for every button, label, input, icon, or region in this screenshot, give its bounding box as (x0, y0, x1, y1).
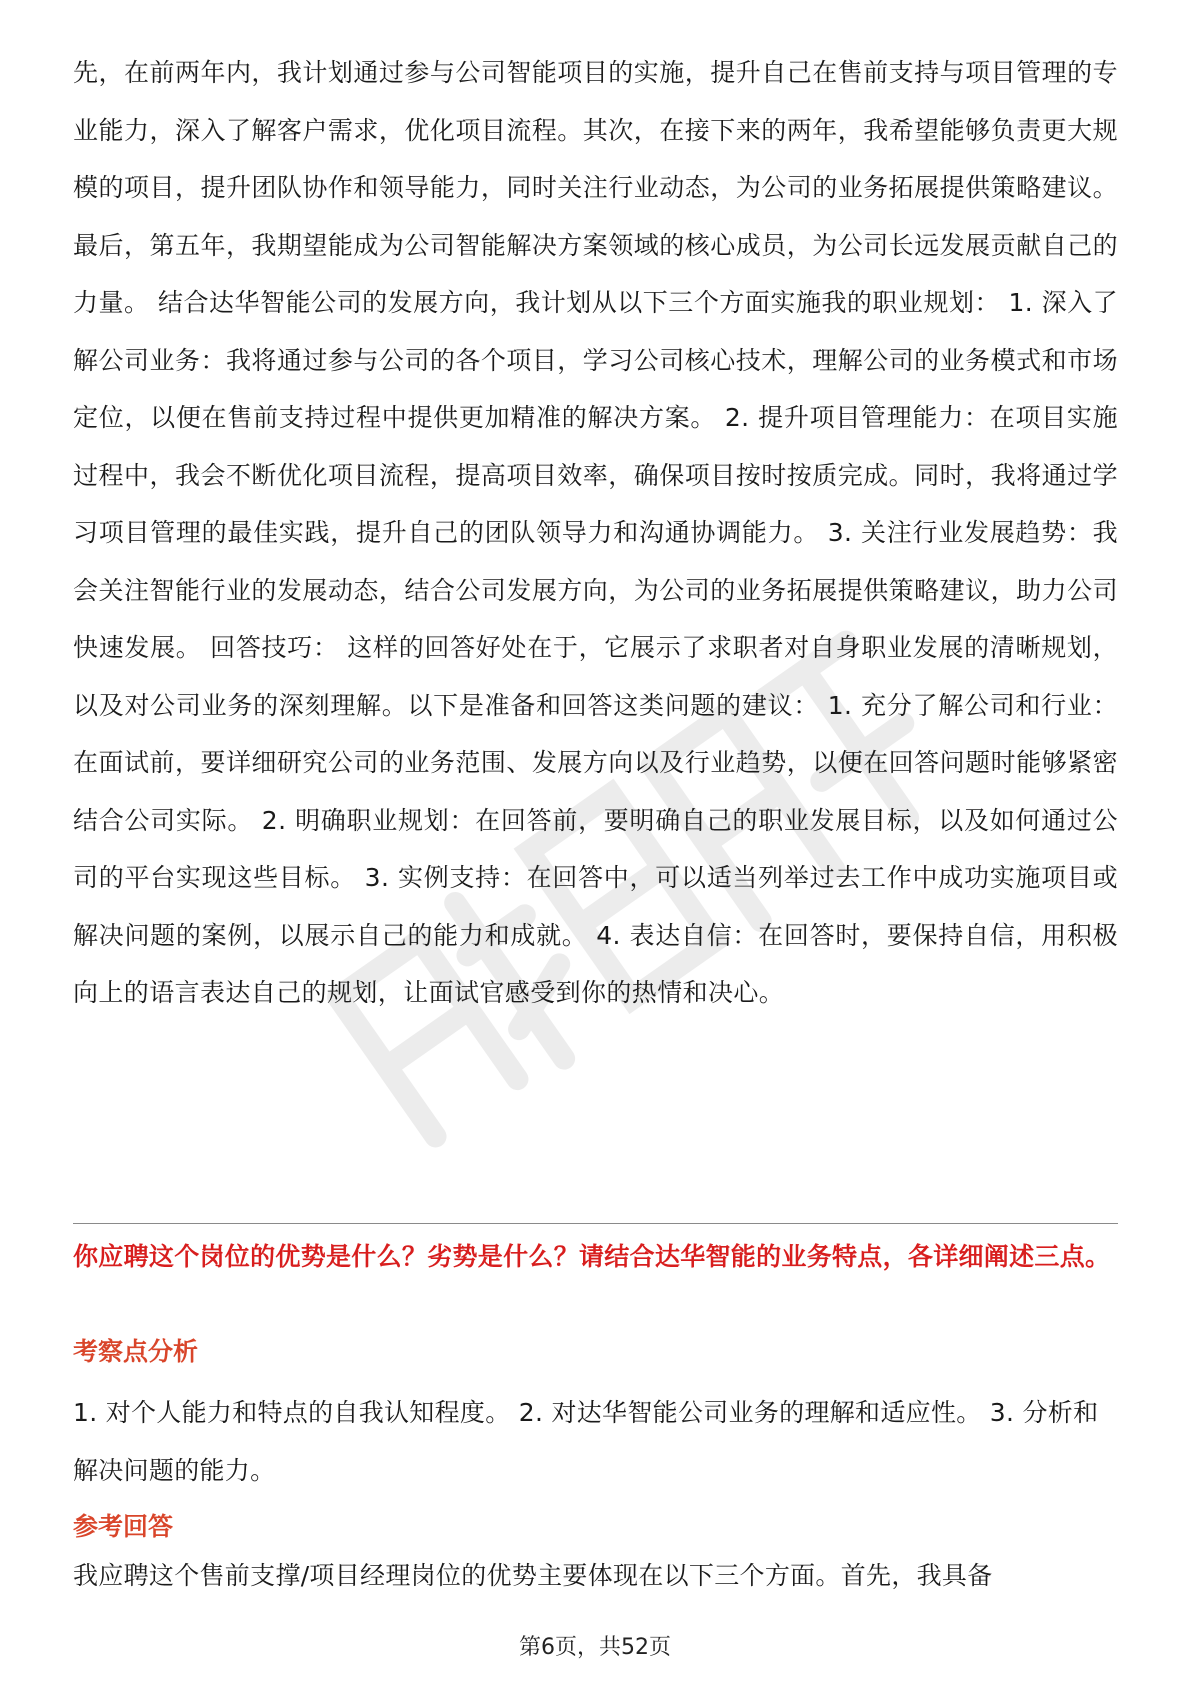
analysis-heading: 考察点分析 (73, 1337, 199, 1366)
body-section (73, 44, 1118, 1022)
question-heading: 你应聘这个岗位的优势是什么？劣势是什么？请结合达华智能的业务特点，各详细阐述三点。 (73, 1242, 1111, 1271)
analysis-text: 1. 对个人能力和特点的自我认知程度。 2. 对达华智能公司业务的理解和适应性。 3. 分析和解决问题的能力。 (73, 1398, 1099, 1485)
answer-heading: 参考回答 (73, 1512, 174, 1541)
answer-text: 我应聘这个售前支撑/项目经理岗位的优势主要体现在以下三个方面。首先，我具备 (73, 1561, 993, 1590)
section-divider (73, 1223, 1118, 1224)
body-paragraph: 先，在前两年内，我计划通过参与公司智能项目的实施，提升自己在售前支持与项目管理的专业能力，深入了解客户需求，优化项目流程。其次，在接下来的两年，我希望能够负责更大规模的项目，提升团队协作和领导能力，同时关注行业动态，为公司的业务拓展提供策略建议。最后，第五年，我期望能成为公司智能解决方案领域的核心成员，为公司长远发展贡献自己的力量。 结合达华智能公司的发展方向，我计划从以下三个方面实施我的职业规划： 1. 深入了解公司业务：我将通过参与公司的各个项目，学习公司核心技术，理解公司的业务模式和市场定位，以便在售前支持过程中提供更加精准的解决方案。 2. 提升项目管理能力：在项目实施过程中，我会不断优化项目流程，提高项目效率，确保项目按时按质完成。同时，我将通过学习项目管理的最佳实践，提升自己的团队领导力和沟通协调能力。 3. 关注行业发展趋势：我会关注智能行业的发展动态，结合公司发展方向，为公司的业务拓展提供策略建议，助力公司快速发展。 回答技巧： 这样的回答好处在于，它展示了求职者对自身职业发展的清晰规划，以及对公司业务的深刻理解。以下是准备和回答这类问题的建议： 1. 充分了解公司和行业：在面试前，要详细研究公司的业务范围、发展方向以及行业趋势，以便在回答问题时能够紧密结合公司实际。 2. 明确职业规划：在回答前，要明确自己的职业发展目标，以及如何通过公司的平台实现这些目标。 3. 实例支持：在回答中，可以适当列举过去工作中成功实施项目或解决问题的案例，以展示自己的能力和成就。 4. 表达自信：在回答时，要保持自信，用积极向上的语言表达自己的规划，让面试官感受到你的热情和决心。 (73, 58, 1118, 1007)
page-number: 第6页，共52页 (519, 1635, 671, 1660)
